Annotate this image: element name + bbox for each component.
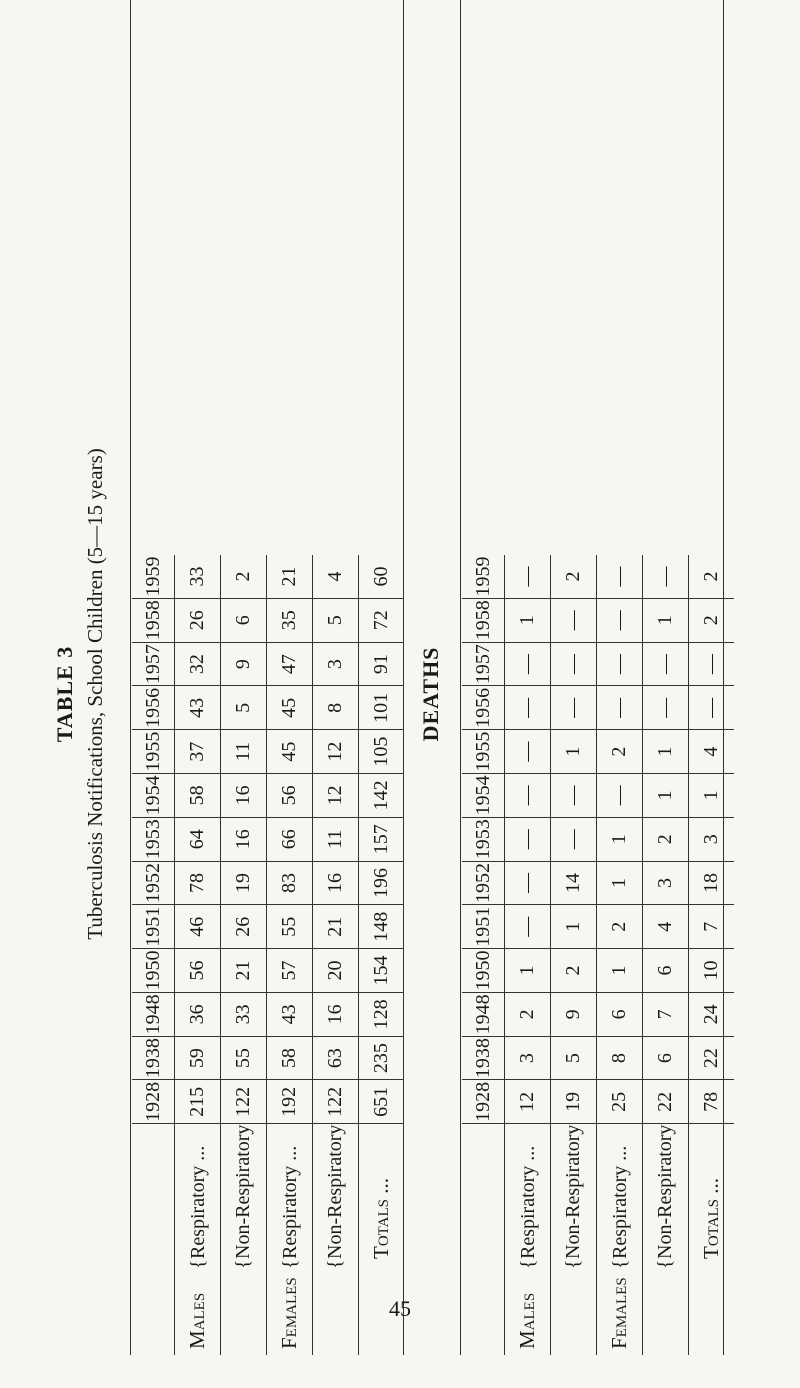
table-cell: 1 bbox=[551, 730, 597, 774]
year-cell: 1938 bbox=[462, 1036, 505, 1080]
table-cell: — bbox=[597, 686, 643, 730]
page-number: 45 bbox=[389, 1296, 411, 1321]
year-cell: 1951 bbox=[462, 905, 505, 949]
year-cell: 1957 bbox=[462, 642, 505, 686]
table-cell: 64 bbox=[175, 817, 221, 861]
table-cell: 19 bbox=[551, 1080, 597, 1124]
table-cell: 45 bbox=[267, 686, 313, 730]
table-cell: 2 bbox=[597, 905, 643, 949]
table-cell: 72 bbox=[359, 598, 405, 642]
year-cell: 1957 bbox=[132, 642, 175, 686]
year-cell: 1950 bbox=[132, 949, 175, 993]
brace-icon: { bbox=[609, 1259, 631, 1269]
row-label-text: Respiratory ... bbox=[279, 1145, 301, 1259]
table-cell: 1 bbox=[597, 861, 643, 905]
table-cell: 33 bbox=[221, 992, 267, 1036]
table-cell: — bbox=[643, 642, 689, 686]
table-cell: 43 bbox=[267, 992, 313, 1036]
table-cell: 56 bbox=[175, 949, 221, 993]
table-cell: 6 bbox=[643, 949, 689, 993]
table-subtitle: Tuberculosis Notifications, School Children (5—15 years) bbox=[83, 448, 107, 940]
table-cell: 55 bbox=[221, 1036, 267, 1080]
table-cell: 122 bbox=[221, 1080, 267, 1124]
table-cell: 36 bbox=[175, 992, 221, 1036]
row-label-text: Totals ... bbox=[369, 1178, 393, 1259]
table-cell: 6 bbox=[643, 1036, 689, 1080]
table-cell: — bbox=[597, 555, 643, 598]
year-cell: 1953 bbox=[462, 817, 505, 861]
table-cell: 55 bbox=[267, 905, 313, 949]
row-label-text: Respiratory ... bbox=[517, 1145, 539, 1259]
table-cell: 1 bbox=[551, 905, 597, 949]
year-cell: 1948 bbox=[462, 992, 505, 1036]
table-cell: 5 bbox=[551, 1036, 597, 1080]
table-cell: 215 bbox=[175, 1080, 221, 1124]
table-cell: — bbox=[551, 817, 597, 861]
table-cell: 2 bbox=[551, 555, 597, 598]
table-row bbox=[221, 555, 267, 1355]
table-cell: 11 bbox=[221, 730, 267, 774]
table-cell: — bbox=[551, 598, 597, 642]
table-cell: 60 bbox=[359, 555, 405, 598]
deaths-heading: DEATHS bbox=[418, 646, 443, 742]
table-cell: 7 bbox=[689, 905, 735, 949]
table-caption bbox=[40, 0, 120, 1388]
table-cell: — bbox=[505, 686, 551, 730]
group-label-males: Males bbox=[515, 1292, 539, 1349]
row-label-text: Respiratory ... bbox=[187, 1145, 209, 1259]
table-cell: 14 bbox=[551, 861, 597, 905]
table-cell: 4 bbox=[643, 905, 689, 949]
table-row bbox=[551, 555, 597, 1355]
table-cell: 66 bbox=[267, 817, 313, 861]
table-cell: — bbox=[597, 598, 643, 642]
table-cell: 6 bbox=[221, 598, 267, 642]
table-cell: 2 bbox=[643, 817, 689, 861]
table-cell: 22 bbox=[689, 1036, 735, 1080]
table-row bbox=[505, 555, 551, 1355]
table-cell: — bbox=[505, 817, 551, 861]
table-cell: 26 bbox=[221, 905, 267, 949]
table-cell: 2 bbox=[551, 949, 597, 993]
table-cell: — bbox=[689, 642, 735, 686]
group-label-females: Females bbox=[277, 1277, 301, 1349]
table-cell: 21 bbox=[221, 949, 267, 993]
table-cell: 59 bbox=[175, 1036, 221, 1080]
year-cell: 1956 bbox=[132, 686, 175, 730]
table-cell: 22 bbox=[643, 1080, 689, 1124]
row-label-text: Respiratory ... bbox=[609, 1145, 631, 1259]
table-cell: 1 bbox=[689, 774, 735, 818]
table-cell: 2 bbox=[505, 992, 551, 1036]
table-cell: 16 bbox=[221, 817, 267, 861]
table-cell: 1 bbox=[597, 817, 643, 861]
table-cell: 35 bbox=[267, 598, 313, 642]
table-cell: 10 bbox=[689, 949, 735, 993]
table-cell: 105 bbox=[359, 730, 405, 774]
year-cell: 1952 bbox=[132, 861, 175, 905]
table-cell: 25 bbox=[597, 1080, 643, 1124]
table-cell: 63 bbox=[313, 1036, 359, 1080]
table-cell: — bbox=[505, 905, 551, 949]
table-cell: 651 bbox=[359, 1080, 405, 1124]
table-row bbox=[643, 555, 689, 1355]
table-cell: 192 bbox=[267, 1080, 313, 1124]
row-label-text: Totals ... bbox=[699, 1178, 723, 1259]
table-title: TABLE 3 bbox=[52, 645, 77, 743]
table-cell: 3 bbox=[313, 642, 359, 686]
table-cell: 235 bbox=[359, 1036, 405, 1080]
table-cell: 26 bbox=[175, 598, 221, 642]
table-cell: 154 bbox=[359, 949, 405, 993]
table-cell: 11 bbox=[313, 817, 359, 861]
table-cell: 5 bbox=[313, 598, 359, 642]
year-cell: 1956 bbox=[462, 686, 505, 730]
group-label-females: Females bbox=[607, 1277, 631, 1349]
year-cell: 1952 bbox=[462, 861, 505, 905]
row-label-text: Non-Respiratory bbox=[654, 1124, 676, 1259]
table-cell: 148 bbox=[359, 905, 405, 949]
row-label-text: Non-Respiratory bbox=[232, 1124, 254, 1259]
table-cell: 142 bbox=[359, 774, 405, 818]
table-cell: 32 bbox=[175, 642, 221, 686]
table-cell: 1 bbox=[505, 598, 551, 642]
table-cell: 78 bbox=[175, 861, 221, 905]
table-cell: 122 bbox=[313, 1080, 359, 1124]
table-cell: — bbox=[505, 642, 551, 686]
brace-icon: { bbox=[279, 1259, 301, 1269]
table-cell: 19 bbox=[221, 861, 267, 905]
table-cell: 2 bbox=[597, 730, 643, 774]
year-cell: 1938 bbox=[132, 1036, 175, 1080]
table-cell: — bbox=[505, 861, 551, 905]
table-cell: 5 bbox=[221, 686, 267, 730]
year-cell: 1953 bbox=[132, 817, 175, 861]
table-cell: 1 bbox=[505, 949, 551, 993]
brace-icon: { bbox=[562, 1259, 584, 1269]
table-cell: 21 bbox=[313, 905, 359, 949]
table-cell: 16 bbox=[313, 992, 359, 1036]
year-header-row bbox=[462, 555, 505, 1355]
year-cell: 1958 bbox=[132, 598, 175, 642]
year-cell: 1959 bbox=[462, 555, 505, 598]
table-cell: 12 bbox=[313, 774, 359, 818]
table-row bbox=[313, 555, 359, 1355]
table-cell: 2 bbox=[689, 598, 735, 642]
table-cell: 12 bbox=[505, 1080, 551, 1124]
table-cell: — bbox=[551, 642, 597, 686]
table-cell: 1 bbox=[643, 730, 689, 774]
table-cell: — bbox=[597, 642, 643, 686]
table-cell: 56 bbox=[267, 774, 313, 818]
table-cell: 33 bbox=[175, 555, 221, 598]
table-row bbox=[175, 555, 221, 1355]
table-row bbox=[359, 555, 405, 1355]
table-cell: 8 bbox=[313, 686, 359, 730]
year-cell: 1951 bbox=[132, 905, 175, 949]
table-row bbox=[689, 555, 735, 1355]
table-cell: — bbox=[505, 555, 551, 598]
table-cell: 47 bbox=[267, 642, 313, 686]
table-cell: — bbox=[551, 774, 597, 818]
deaths-table bbox=[462, 555, 734, 1355]
year-cell: 1950 bbox=[462, 949, 505, 993]
brace-icon: { bbox=[187, 1259, 209, 1269]
table-cell: 58 bbox=[175, 774, 221, 818]
deaths-heading-box bbox=[402, 0, 460, 1388]
table-cell: — bbox=[551, 686, 597, 730]
year-header-row bbox=[132, 555, 175, 1355]
brace-icon: { bbox=[232, 1259, 254, 1269]
table-cell: 196 bbox=[359, 861, 405, 905]
table-cell: 2 bbox=[689, 555, 735, 598]
table-cell: 3 bbox=[643, 861, 689, 905]
table-cell: 128 bbox=[359, 992, 405, 1036]
table-cell: — bbox=[505, 774, 551, 818]
table-cell: — bbox=[597, 774, 643, 818]
table-cell: 16 bbox=[221, 774, 267, 818]
table-cell: 1 bbox=[597, 949, 643, 993]
brace-icon: { bbox=[324, 1259, 346, 1269]
table-cell: 91 bbox=[359, 642, 405, 686]
table-cell: 16 bbox=[313, 861, 359, 905]
table-cell: — bbox=[689, 686, 735, 730]
brace-icon: { bbox=[654, 1259, 676, 1269]
table-cell: — bbox=[643, 555, 689, 598]
table-cell: — bbox=[643, 686, 689, 730]
year-cell: 1928 bbox=[132, 1080, 175, 1124]
table-cell: 3 bbox=[689, 817, 735, 861]
table-cell: 1 bbox=[643, 774, 689, 818]
table-cell: 57 bbox=[267, 949, 313, 993]
year-cell: 1954 bbox=[462, 774, 505, 818]
table-cell: 58 bbox=[267, 1036, 313, 1080]
notifications-table bbox=[132, 555, 404, 1355]
table-cell: 18 bbox=[689, 861, 735, 905]
group-label-males: Males bbox=[185, 1292, 209, 1349]
table-cell: 9 bbox=[551, 992, 597, 1036]
table-cell: 101 bbox=[359, 686, 405, 730]
table-cell: 83 bbox=[267, 861, 313, 905]
table-cell: 157 bbox=[359, 817, 405, 861]
table-cell: 7 bbox=[643, 992, 689, 1036]
year-cell: 1958 bbox=[462, 598, 505, 642]
table-cell: 4 bbox=[313, 555, 359, 598]
table-cell: 12 bbox=[313, 730, 359, 774]
year-cell: 1955 bbox=[132, 730, 175, 774]
table-cell: 2 bbox=[221, 555, 267, 598]
table-cell: 3 bbox=[505, 1036, 551, 1080]
table-cell: 45 bbox=[267, 730, 313, 774]
table-cell: 24 bbox=[689, 992, 735, 1036]
table-cell: 46 bbox=[175, 905, 221, 949]
brace-icon: { bbox=[517, 1259, 539, 1269]
table-cell: 78 bbox=[689, 1080, 735, 1124]
row-label-text: Non-Respiratory bbox=[562, 1124, 584, 1259]
year-cell: 1954 bbox=[132, 774, 175, 818]
table-cell: — bbox=[505, 730, 551, 774]
row-label-text: Non-Respiratory bbox=[324, 1124, 346, 1259]
table-cell: 1 bbox=[643, 598, 689, 642]
table-cell: 4 bbox=[689, 730, 735, 774]
table-cell: 8 bbox=[597, 1036, 643, 1080]
table-cell: 43 bbox=[175, 686, 221, 730]
table-cell: 37 bbox=[175, 730, 221, 774]
table-row bbox=[267, 555, 313, 1355]
year-cell: 1959 bbox=[132, 555, 175, 598]
table-cell: 9 bbox=[221, 642, 267, 686]
table-cell: 21 bbox=[267, 555, 313, 598]
table-cell: 6 bbox=[597, 992, 643, 1036]
year-cell: 1928 bbox=[462, 1080, 505, 1124]
year-cell: 1948 bbox=[132, 992, 175, 1036]
year-cell: 1955 bbox=[462, 730, 505, 774]
table-row bbox=[597, 555, 643, 1355]
table-cell: 20 bbox=[313, 949, 359, 993]
